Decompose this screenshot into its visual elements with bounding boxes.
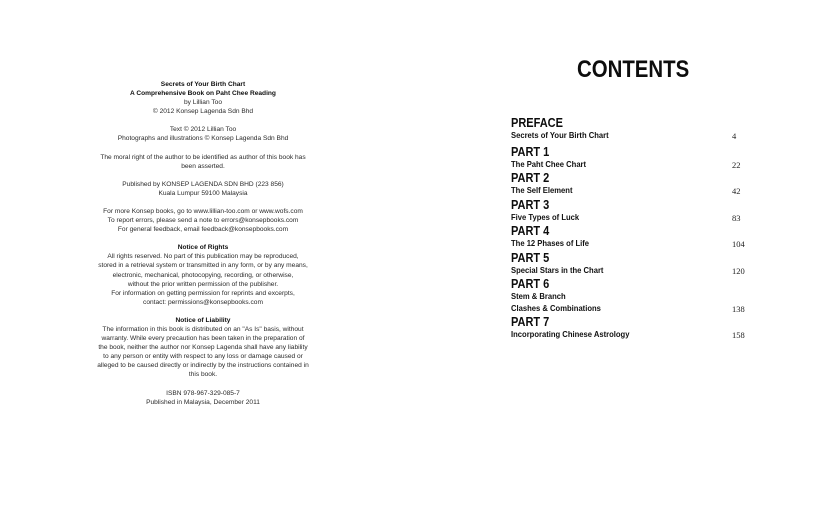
contact-line: For general feedback, email feedback@konsepbooks.com	[117, 226, 289, 234]
liability-line: warranty. While every precaution has been taken in the preparation of	[101, 335, 305, 343]
liability-line: alleged to be caused directly or indirectly by the instructions contained in	[97, 362, 309, 370]
toc-entry-page: 104	[732, 239, 745, 249]
toc-heading: PART 1	[511, 144, 550, 159]
toc-entry-page: 4	[732, 131, 737, 141]
toc-entry[interactable]	[511, 238, 751, 250]
toc-entry[interactable]	[511, 185, 751, 197]
toc-section-part-6	[511, 277, 751, 314]
publication-date-line: Published in Malaysia, December 2011	[146, 398, 260, 406]
toc-section-part-3	[511, 198, 751, 224]
toc-entry[interactable]	[511, 130, 751, 142]
text-credit-line: Text © 2012 Lillian Too	[169, 126, 237, 134]
isbn-info	[80, 389, 326, 407]
toc-heading: PART 5	[511, 250, 550, 265]
table-of-contents	[511, 116, 751, 342]
publisher-line: Published by KONSEP LAGENDA SDN BHD (223 856)	[122, 180, 284, 188]
toc-section-part-2	[511, 171, 751, 197]
toc-entry-page: 138	[732, 303, 745, 314]
toc-heading: PART 4	[511, 224, 550, 238]
toc-entry-title: Secrets of Your Birth Chart	[511, 130, 609, 140]
rights-heading: Notice of Rights	[177, 244, 229, 252]
toc-entry[interactable]	[511, 303, 751, 315]
liability-heading: Notice of Liability	[175, 316, 231, 324]
toc-entry[interactable]	[511, 265, 751, 277]
toc-section-part-4	[511, 224, 751, 250]
moral-right-line: been asserted.	[181, 162, 225, 170]
book-subtitle: A Comprehensive Book on Paht Chee Reading	[130, 90, 276, 98]
toc-entry-page: 42	[732, 186, 741, 196]
liability-line: to any person or entity with respect to any loss or damage caused or	[103, 353, 303, 361]
book-title: Secrets of Your Birth Chart	[160, 81, 246, 88]
moral-right-line: The moral right of the author to be identified as author of this book has	[100, 153, 306, 161]
toc-section-part-7	[511, 315, 751, 341]
contact-line: To report errors, please send a note to errors@konsepbooks.com	[107, 217, 299, 225]
toc-entry-page: 158	[732, 330, 745, 340]
rights-line: electronic, mechanical, photocopying, recording, or otherwise,	[112, 271, 294, 279]
publisher-line: Kuala Lumpur 59100 Malaysia	[158, 189, 248, 197]
moral-right-notice	[80, 153, 326, 171]
toc-entry-title: The 12 Phases of Life	[511, 238, 590, 248]
toc-heading: PART 2	[511, 171, 550, 185]
author-line: by Lillian Too	[183, 99, 222, 107]
contents-title: CONTENTS	[577, 56, 690, 83]
toc-entry-page: 22	[732, 159, 741, 170]
toc-entry-title: Five Types of Luck	[511, 211, 580, 222]
toc-entry-title: Clashes & Combinations	[511, 302, 601, 313]
toc-entry-title: Stem & Branch	[511, 291, 566, 301]
title-block	[80, 80, 326, 116]
isbn-line: ISBN 978-967-329-085-7	[166, 389, 240, 397]
copyright-page	[80, 80, 326, 416]
text-credits	[80, 125, 326, 143]
toc-heading: PART 3	[511, 197, 550, 212]
toc-entry[interactable]	[511, 212, 751, 224]
contact-line: For more Konsep books, go to www.lillian-too.com or www.wofs.com	[103, 207, 303, 215]
toc-entry-title: The Paht Chee Chart	[511, 158, 587, 169]
rights-line: For information on getting permission for reprints and excerpts,	[111, 289, 295, 297]
toc-heading: PART 7	[511, 315, 550, 329]
toc-heading: PART 6	[511, 277, 550, 291]
copyright-line: © 2012 Konsep Lagenda Sdn Bhd	[152, 108, 254, 116]
toc-entry[interactable]	[511, 159, 751, 171]
toc-heading: PREFACE	[511, 116, 563, 130]
rights-line: stored in a retrieval system or transmitted in any form, or by any means,	[98, 262, 308, 270]
toc-section-preface	[511, 116, 751, 144]
rights-line: without the prior written permission of the publisher.	[127, 280, 279, 288]
liability-line: the book, neither the author nor Konsep Lagenda shall have any liability	[98, 344, 308, 352]
toc-entry[interactable]	[511, 329, 751, 341]
toc-entry-page: 120	[732, 265, 745, 276]
liability-line: this book.	[188, 371, 218, 379]
toc-entry-title: The Self Element	[511, 185, 573, 195]
toc-entry-title: Incorporating Chinese Astrology	[511, 329, 630, 339]
toc-section-part-5	[511, 251, 751, 277]
contact-info	[80, 207, 326, 234]
toc-entry-title: Special Stars in the Chart	[511, 264, 604, 275]
text-credit-line: Photographs and illustrations © Konsep Lagenda Sdn Bhd	[117, 135, 289, 143]
publisher-info	[80, 180, 326, 198]
liability-notice	[80, 316, 326, 380]
rights-notice	[80, 243, 326, 307]
toc-section-part-1	[511, 145, 751, 171]
rights-line: All rights reserved. No part of this publication may be reproduced,	[107, 253, 299, 261]
rights-line: contact: permissions@konsepbooks.com	[143, 298, 263, 306]
toc-entry-page: 83	[732, 212, 741, 223]
toc-entry[interactable]	[511, 291, 751, 303]
liability-line: The information in this book is distributed on an "As Is" basis, without	[102, 325, 304, 333]
